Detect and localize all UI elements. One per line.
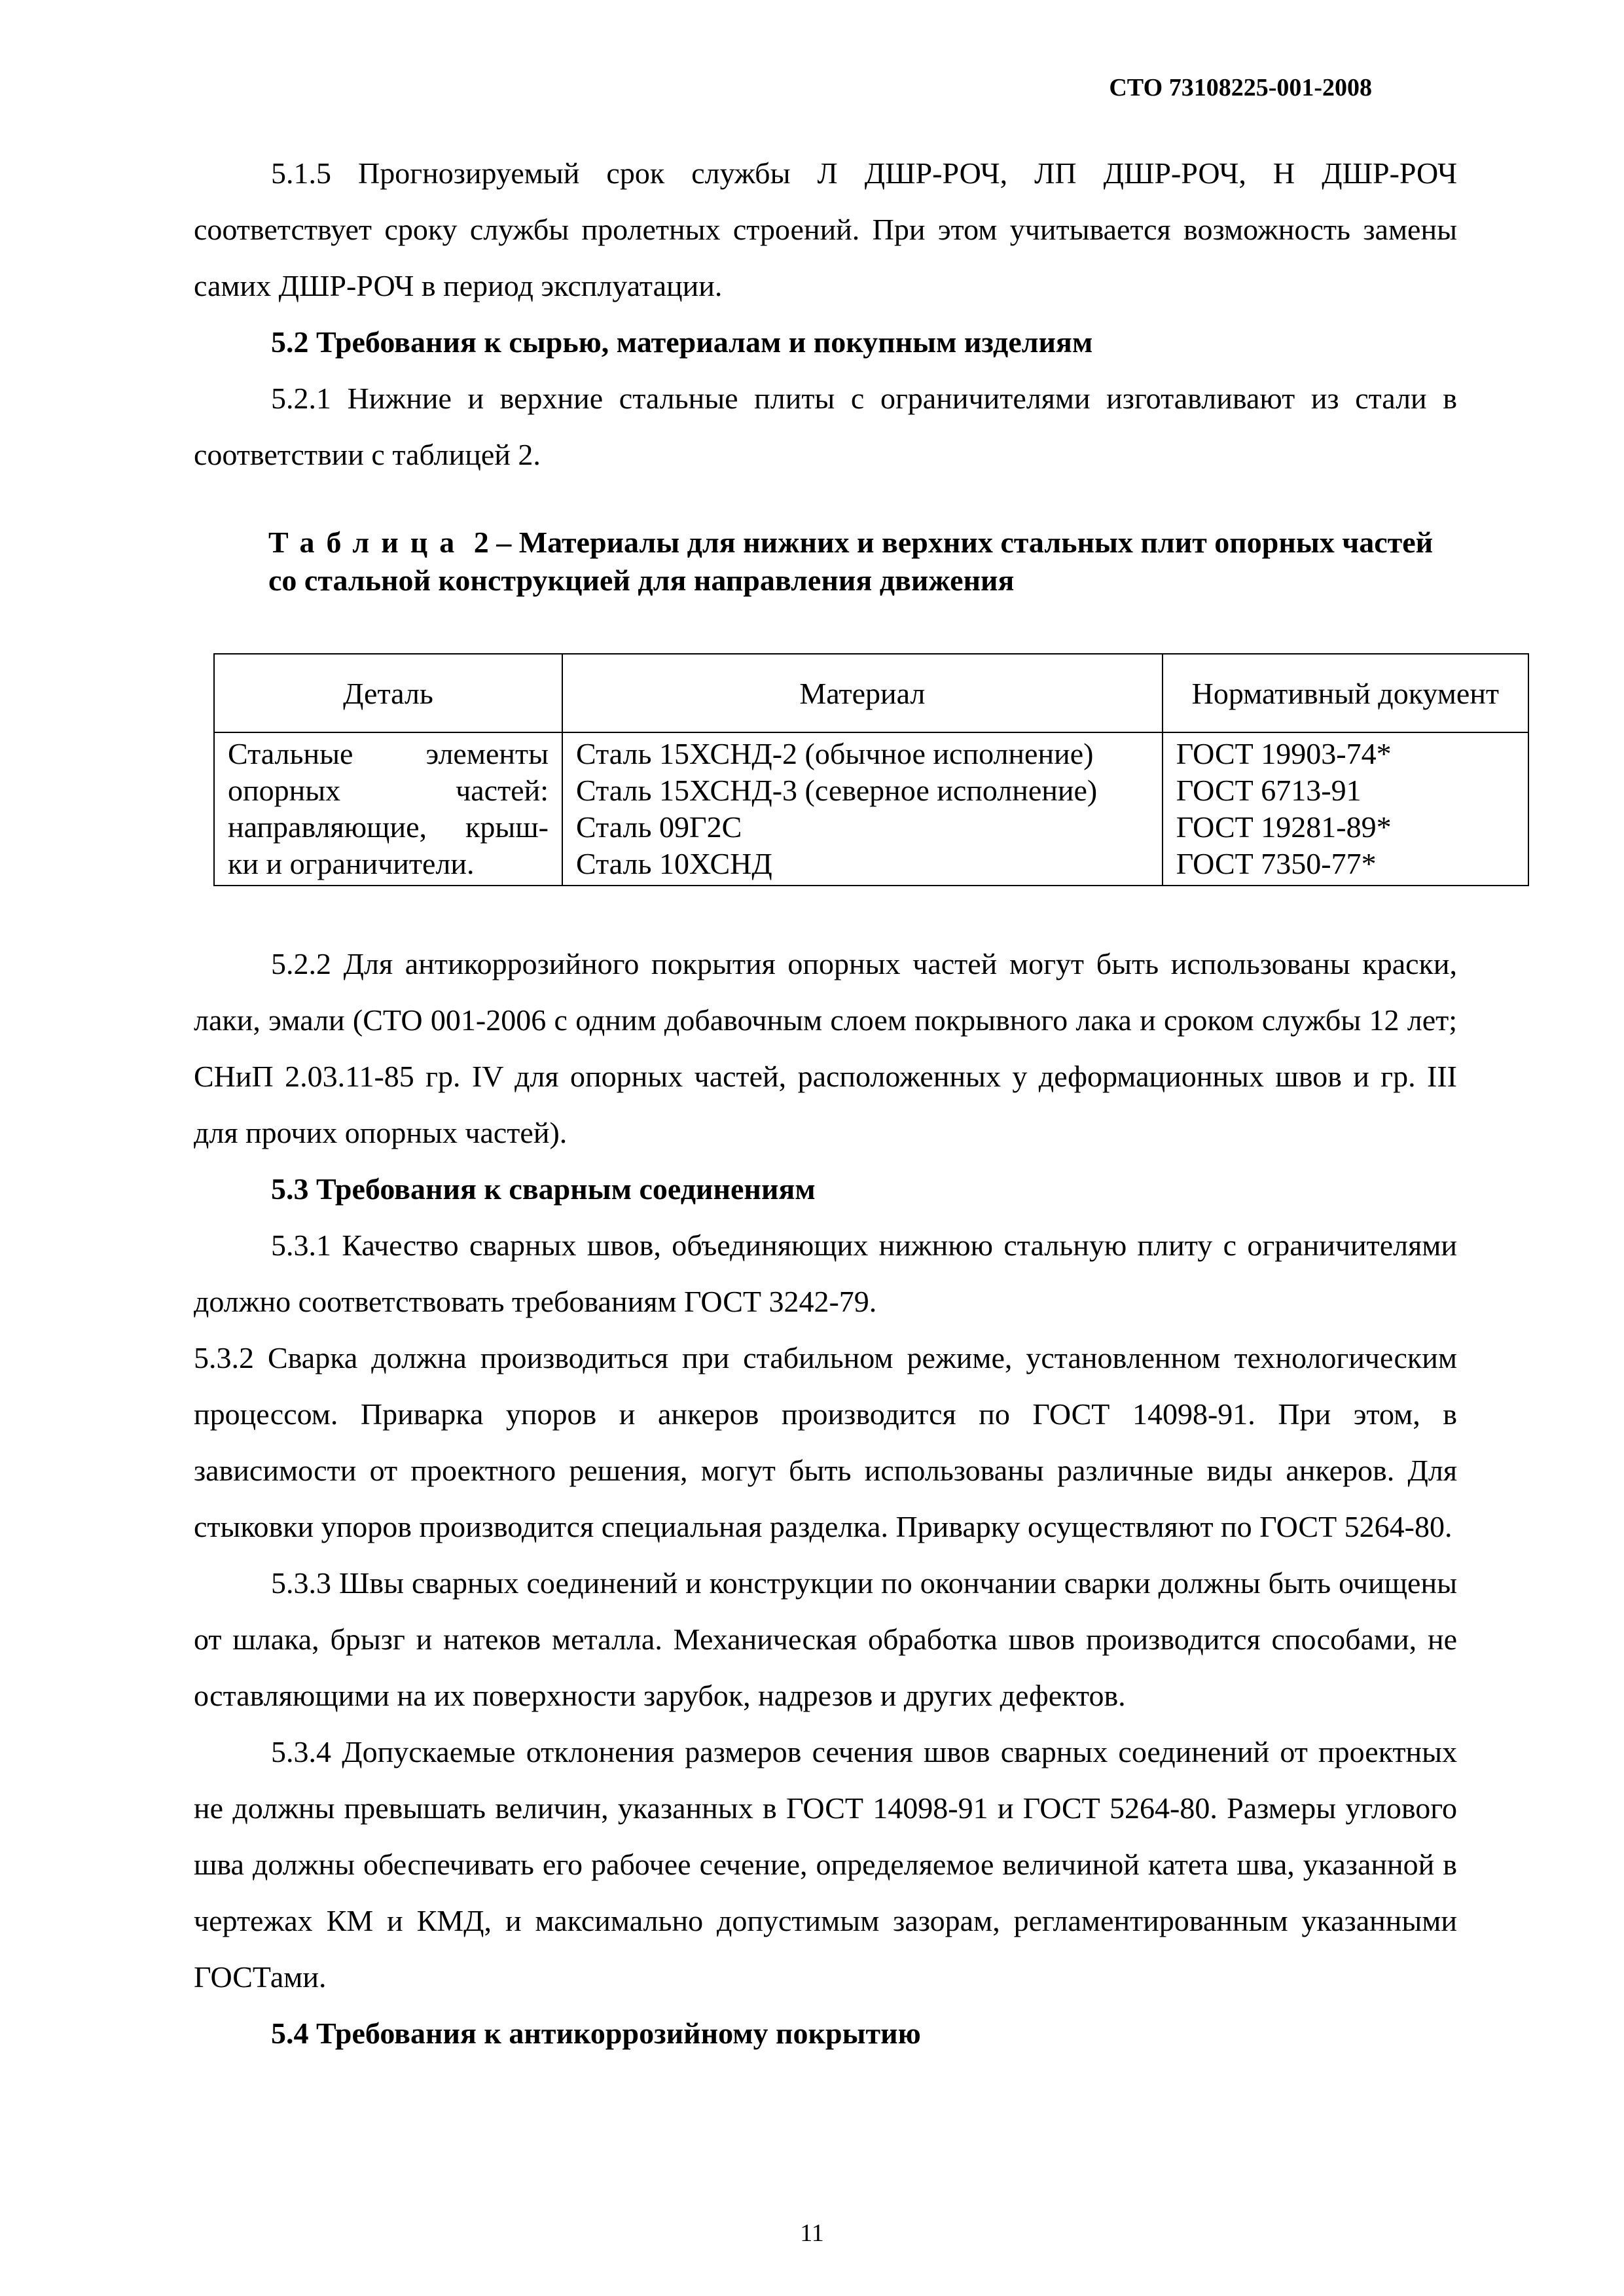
paragraph-5-3-2: 5.3.2 Сварка должна производиться при стабильном режиме, установленном технологическим процессом. Приварка упоров и анкеров производится по ГОСТ 14098-91. При этом, в зависимости от проектного решения, могут быть использованы различные виды анкеров. Для стыковки упоров производится специальная разделка. Приварку осуществляют по ГОСТ 5264-80. <box>194 1341 1457 1543</box>
table-header-row <box>214 654 1528 732</box>
material-line: Сталь 15ХСНД-2 (обычное исполнение) <box>576 737 1094 770</box>
paragraph-5-3-1: 5.3.1 Качество сварных швов, объединяющих нижнюю стальную плиту с ограничителями должно соответствовать требованиям ГОСТ 3242-79. <box>194 1229 1457 1318</box>
material-line: Сталь 10ХСНД <box>576 847 772 880</box>
document-line: ГОСТ 7350-77* <box>1176 847 1377 880</box>
paragraph-5-2-1: 5.2.1 Нижние и верхние стальные плиты с ограничителями изготавливают из стали в соответствии с таблицей 2. <box>194 382 1457 471</box>
document-line: ГОСТ 19903-74* <box>1176 737 1392 770</box>
table-caption <box>268 524 1457 600</box>
header-document: Нормативный документ <box>1163 654 1528 732</box>
cell-materials <box>562 732 1163 886</box>
paragraph-5-3-4: 5.3.4 Допускаемые отклонения размеров сечения швов сварных соединений от проектных не должны превышать величин, указанных в ГОСТ 14098-91 и ГОСТ 5264-80. Размеры углового шва должны обеспечивать его рабочее сечение, определяемое величиной катета шва, указанной в чертежах КМ и КМД, и максимально допустимым зазорам, регламентированным указанными ГОСТами. <box>194 1735 1457 1994</box>
cell-detail <box>214 732 562 886</box>
header-detail: Деталь <box>214 654 562 732</box>
cell-documents <box>1163 732 1528 886</box>
header-material: Материал <box>562 654 1163 732</box>
document-line: ГОСТ 6713-91 <box>1176 774 1362 807</box>
document-line: ГОСТ 19281-89* <box>1176 810 1392 844</box>
detail-line: Стальные элементы <box>228 737 549 770</box>
material-line: Сталь 09Г2С <box>576 810 742 844</box>
document-code: СТО 73108225-001-2008 <box>1109 74 1372 101</box>
paragraph-5-1-5: 5.1.5 Прогнозируемый срок службы Л ДШР-РОЧ, ЛП ДШР-РОЧ, Н ДШР-РОЧ соответствует сроку службы пролетных строений. При этом учитывается возможность замены самих ДШР-РОЧ в период эксплуатации. <box>194 156 1457 302</box>
page-number: 11 <box>800 2219 824 2247</box>
table-caption-text: 2 – Материалы для нижних и верхних стальных плит опорных частей со стальной конструкцией для направления движения <box>268 526 1434 597</box>
material-line: Сталь 15ХСНД-3 (северное исполнение) <box>576 774 1098 807</box>
paragraph-5-3-3: 5.3.3 Швы сварных соединений и конструкции по окончании сварки должны быть очищены от шлака, брызг и натеков металла. Механическая обработка швов производится способами, не оставляющими на их поверхности зарубок, надрезов и других дефектов. <box>194 1566 1457 1712</box>
detail-line: ки и ограничители. <box>228 847 475 880</box>
heading-5-2: 5.2 Требования к сырью, материалам и покупным изделиям <box>271 325 1093 359</box>
text-block-top <box>194 145 1457 483</box>
text-block-bottom <box>194 936 1457 2062</box>
table-caption-label: Таблица <box>268 526 467 559</box>
detail-line: опорных частей: <box>228 774 549 807</box>
paragraph-5-2-2: 5.2.2 Для антикоррозийного покрытия опорных частей могут быть использованы краски, лаки, эмали (СТО 001-2006 с одним добавочным слоем покрывного лака и сроком службы 12 лет; СНиП 2.03.11-85 гр. IV для опорных частей, расположенных у деформационных швов и гр. III для прочих опорных частей). <box>194 947 1457 1149</box>
heading-5-3: 5.3 Требования к сварным соединениям <box>271 1172 816 1206</box>
detail-line: направляющие, крыш- <box>228 810 549 844</box>
materials-table <box>213 653 1529 886</box>
heading-5-4: 5.4 Требования к антикоррозийному покрытию <box>271 2017 921 2050</box>
table-row <box>214 732 1528 886</box>
